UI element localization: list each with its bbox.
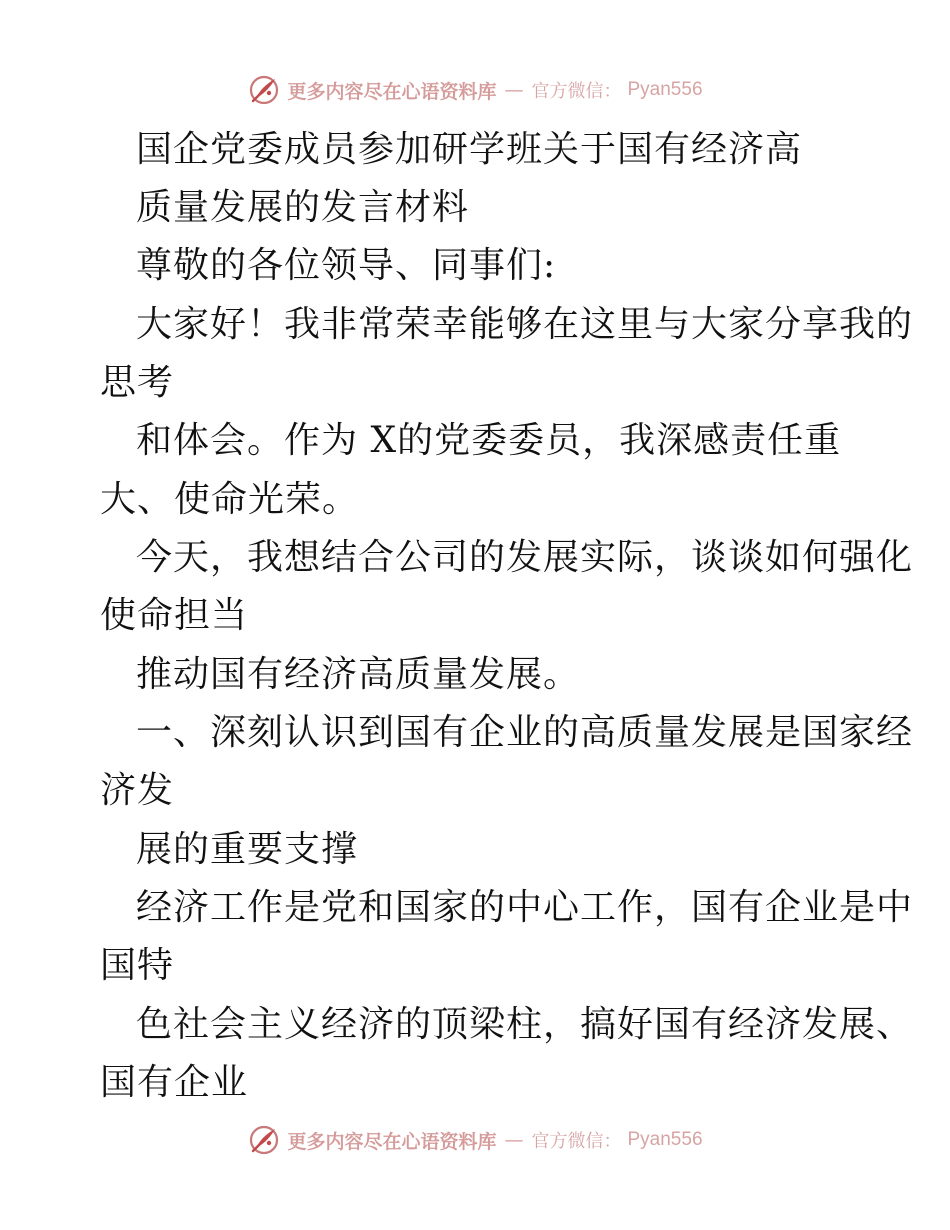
watermark-brand: 更多内容尽在心语资料库 <box>287 1130 497 1153</box>
footer-watermark <box>0 1120 950 1160</box>
document-title-line-2: 质量发展的发言材料 <box>136 187 470 228</box>
paragraph-line: 使命担当 <box>100 595 249 636</box>
section-heading-line: 展的重要支撑 <box>136 829 359 870</box>
paragraph-line: 大家好！我非常荣幸能够在这里与大家分享我的 <box>136 304 914 345</box>
section-heading-line: 济发 <box>100 770 175 811</box>
watermark-brand: 更多内容尽在心语资料库 <box>287 80 497 103</box>
watermark-wechat-id: Pyan556 <box>627 1129 703 1150</box>
watermark-wechat-label: 官方微信： <box>531 81 622 102</box>
feather-pen-logo-icon <box>247 73 281 107</box>
paragraph-line: 和体会。作为 X的党委委员，我深感责任重 <box>136 420 842 461</box>
paragraph-line: 色社会主义经济的顶梁柱，搞好国有经济发展、 <box>136 1004 914 1045</box>
watermark-wechat-label: 官方微信： <box>531 1131 622 1152</box>
salutation: 尊敬的各位领导、同事们: <box>136 245 557 286</box>
paragraph-line: 思考 <box>100 362 175 403</box>
paragraph-line: 国特 <box>100 945 175 986</box>
paragraph-line: 推动国有经济高质量发展。 <box>136 654 581 695</box>
watermark-dash: — <box>504 1129 524 1151</box>
watermark-dash: — <box>504 79 524 101</box>
header-watermark <box>0 70 950 110</box>
feather-pen-logo-icon <box>247 1123 281 1157</box>
paragraph-line: 今天，我想结合公司的发展实际，谈谈如何强化 <box>136 537 914 578</box>
paragraph-line: 国有企业 <box>100 1062 249 1103</box>
paragraph-line: 大、使命光荣。 <box>100 479 360 520</box>
paragraph-line: 经济工作是党和国家的中心工作，国有企业是中 <box>136 887 914 928</box>
section-heading-line: 一、深刻认识到国有企业的高质量发展是国家经 <box>136 712 914 753</box>
watermark-wechat-id: Pyan556 <box>627 79 703 100</box>
document-title-line-1: 国企党委成员参加研学班关于国有经济高 <box>136 129 803 170</box>
